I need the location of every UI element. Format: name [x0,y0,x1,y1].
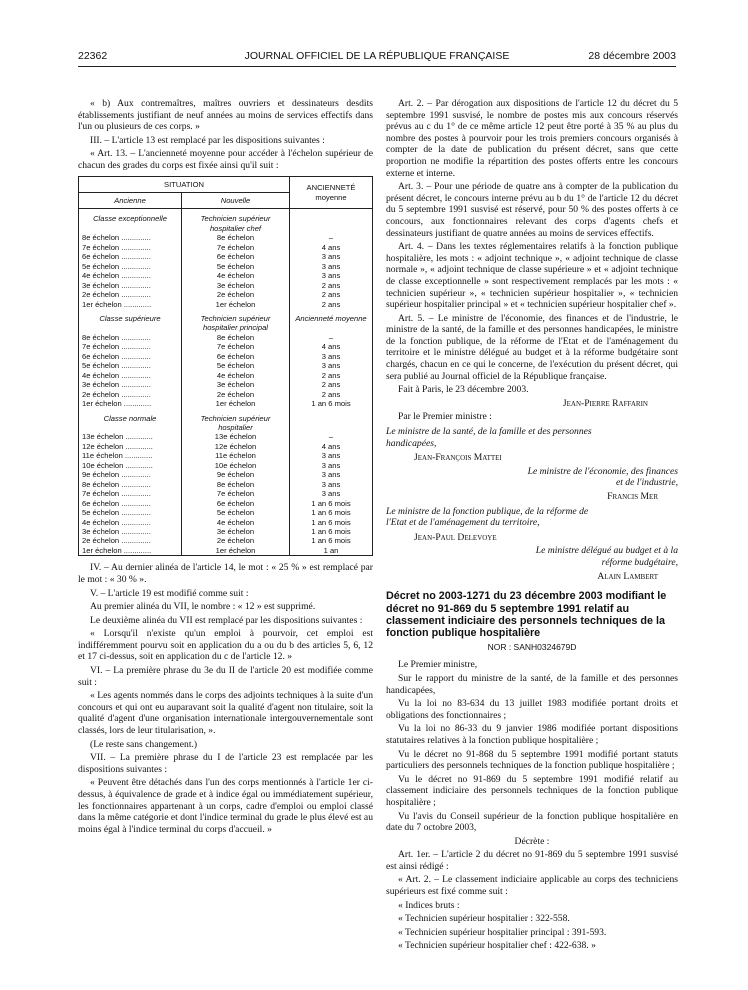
cell-ancienne: 6e échelon .............. [79,352,182,361]
cell-ancienne: 5e échelon .............. [79,262,182,271]
cell-nouvelle: 3e échelon [182,281,290,290]
premier-ministre: Le Premier ministre, [398,659,478,671]
group-heading [290,409,373,433]
seniority-table [78,176,373,557]
indice-line: « Technicien supérieur hospitalier principal : 391-593. [398,926,607,938]
cell-ancienne: 4e échelon .............. [79,271,182,280]
cell-nouvelle: 7e échelon [182,342,290,351]
cell-ancienne: 2e échelon .............. [79,536,182,545]
cell-nouvelle: 3e échelon [182,527,290,536]
visa: Vu le décret no 91-869 du 5 septembre 1991 modifié relatif au classement indiciaire des personnels techniques de la fonction publique hospitalière ; [386,773,678,808]
cell-ancienne: 11e échelon ............. [79,451,182,460]
page-header [78,50,676,64]
cell-ancienne: 2e échelon .............. [79,390,182,399]
decree-title: Décret no 2003-1271 du 23 décembre 2003 modifiant le décret no 91-869 du 5 septembre 1991 relatif au classement indiciaire des personnels techniques de la fonction publique hospitalière [386,590,667,640]
signature-premier-ministre: Jean-Pierre Raffarin [562,397,648,409]
table-row [79,390,373,399]
cell-ancienne: 7e échelon .............. [79,342,182,351]
cell-anciennete: 1 an 6 mois [290,499,373,508]
signature-sante: Jean-François Mattei [414,452,502,464]
cell-ancienne: 2e échelon .............. [79,290,182,299]
cell-nouvelle: 8e échelon [182,233,290,242]
table-row [79,290,373,299]
table-row [79,300,373,309]
table-group-row [79,409,373,433]
indices-bruts: « Indices bruts : [398,899,460,911]
header-nouvelle: Nouvelle [182,193,290,209]
cell-ancienne: 8e échelon .............. [79,480,182,489]
cell-nouvelle: 12e échelon [182,442,290,451]
cell-anciennete: 2 ans [290,290,373,299]
cell-anciennete: 3 ans [290,271,373,280]
table-row [79,262,373,271]
cell-anciennete: 2 ans [290,371,373,380]
table-row [79,233,373,242]
table-row [79,470,373,479]
cell-ancienne: 7e échelon .............. [79,489,182,498]
article-1: Art. 1er. – L'article 2 du décret no 91-869 du 5 septembre 1991 susvisé est ainsi rédigé : [386,849,678,872]
cell-ancienne: 6e échelon .............. [79,499,182,508]
group-heading: Technicien supérieur hospitalier [182,409,290,433]
group-heading: Technicien supérieur hospitalier chef [182,209,290,233]
table-row [79,508,373,517]
cell-nouvelle: 7e échelon [182,489,290,498]
cell-anciennete: 1 an 6 mois [290,508,373,517]
table-row [79,271,373,280]
cell-nouvelle: 5e échelon [182,361,290,370]
paragraph: « Les agents nommés dans le corps des adjoints techniques à la suite d'un concours et qui ont eu auparavant soit la qualité d'agent non titulaire, soit la qualité d'agent d'une organisation internationale intergouvernementale sont classés, lors de leur titularisation, ». [78,690,373,737]
cell-anciennete: – [290,233,373,242]
cell-ancienne: 1er échelon ............. [79,399,182,408]
cell-anciennete: 3 ans [290,252,373,261]
table-row [79,399,373,408]
indice-line: « Technicien supérieur hospitalier chef : 422-638. » [398,940,596,952]
header-ancienne: Ancienne [79,193,182,209]
article-5: Art. 5. – Le ministre de l'économie, des finances et de l'industrie, le ministre de la santé, de la famille et des personnes handicapées, le ministre de la fonction publique, de la réforme de l'Etat et de l'aménagement du territoire et le ministre délégué au budget et à la réforme budgétaire sont chargés, chacun en ce qui le concerne, de l'exécution du présent décret, qui sera publié au Journal officiel de la République française. [386,312,678,382]
cell-anciennete: 3 ans [290,461,373,470]
visa: Vu la loi no 86-33 du 9 janvier 1986 modifiée portant dispositions statutaires relatives à la fonction publique hospitalière ; [386,723,678,746]
fait-a-paris: Fait à Paris, le 23 décembre 2003. [398,384,529,396]
cell-ancienne: 5e échelon .............. [79,361,182,370]
signature-economie: Francis Mer [607,491,658,502]
cell-anciennete: 1 an 6 mois [290,518,373,527]
cell-nouvelle: 6e échelon [182,352,290,361]
group-heading: Classe exceptionnelle [79,209,182,233]
group-heading: Classe supérieure [79,309,182,333]
table-row [79,518,373,527]
signature-budget: Alain Lambert [597,570,658,582]
table-row [79,361,373,370]
cell-nouvelle: 13e échelon [182,432,290,441]
group-heading: Technicien supérieur hospitalier principal [182,309,290,333]
table-row [79,342,373,351]
visa: Sur le rapport du ministre de la santé, de la famille et des personnes handicapées, [386,672,678,696]
paragraph: Au premier alinéa du VII, le nombre : « 12 » est supprimé. [90,601,316,613]
paragraph: VII. – La première phrase du I de l'article 23 est remplacée par les dispositions suivantes : [78,752,373,775]
cell-nouvelle: 2e échelon [182,290,290,299]
nor-reference: NOR : SANH0324679D [487,641,577,652]
cell-anciennete: 1 an 6 mois [290,527,373,536]
cell-ancienne: 1er échelon ............. [79,546,182,556]
cell-anciennete: 3 ans [290,480,373,489]
cell-anciennete: – [290,333,373,342]
cell-nouvelle: 6e échelon [182,499,290,508]
cell-anciennete: 1 an 6 mois [290,536,373,545]
journal-title: JOURNAL OFFICIEL DE LA RÉPUBLIQUE FRANÇAISE [244,50,510,62]
table-row [79,527,373,536]
cell-nouvelle: 4e échelon [182,371,290,380]
cell-ancienne: 9e échelon .............. [79,470,182,479]
page-number: 22362 [78,50,108,62]
article-4: Art. 4. – Dans les textes réglementaires relatifs à la fonction publique hospitalière, les mots : « adjoint technique », « adjoint technique de classe normale », « adjoint technique de classe supérieure » et « adjoint technique de classe exceptionnelle » sont respectivement remplacés par les mots : « technicien supérieur », « technicien supérieur hospitalier », « technicien supérieur hospitalier principal » et « technicien supérieur hospitalier chef ». [386,241,678,311]
table-row [79,352,373,361]
cell-anciennete: 3 ans [290,352,373,361]
cell-nouvelle: 4e échelon [182,518,290,527]
paragraph: « Art. 13. – L'ancienneté moyenne pour accéder à l'échelon supérieur de chacun des grades du corps est fixée ainsi qu'il suit : [78,148,373,171]
table-row [79,333,373,342]
cell-nouvelle: 2e échelon [182,536,290,545]
cell-anciennete: 4 ans [290,342,373,351]
paragraph: « b) Aux contremaîtres, maîtres ouvriers et dessinateurs desdits établissements justifiant de neuf années au moins de services effectifs dans l'un ou plusieurs de ces corps. » [78,98,373,133]
cell-ancienne: 3e échelon .............. [79,380,182,389]
table-row [79,489,373,498]
article-3: Art. 3. – Pour une période de quatre ans à compter de la publication du présent décret, le concours interne prévu au b du 1° de l'article 12 du décret du 5 septembre 1991 susvisé est réservé, pour 50 % des postes offerts à ce concours, aux fonctionnaires relevant des corps d'agents chefs et dessinateurs justifiant de quatre années au moins de services effectifs. [386,181,678,239]
paragraph: « Peuvent être détachés dans l'un des corps mentionnés à l'article 1er ci-dessus, à équivalence de grade et à indice égal ou immédiatement supérieur, les fonctionnaires appartenant à un corps, cadre d'emploi ou emploi classé dans la même catégorie et dont l'indice terminal du grade le plus élevé est au moins égal à l'indice terminal du corps d'accueil. » [78,777,373,835]
cell-ancienne: 4e échelon .............. [79,518,182,527]
article-1-quote: « Art. 2. – Le classement indiciaire applicable au corps des techniciens supérieurs est fixé comme suit : [386,874,678,898]
cell-ancienne: 8e échelon .............. [79,233,182,242]
cell-ancienne: 4e échelon .............. [79,371,182,380]
publication-date: 28 décembre 2003 [588,50,676,62]
table-row [79,546,373,556]
paragraph: IV. – Au dernier alinéa de l'article 14, le mot : « 25 % » est remplacé par le mot : « 30 % ». [78,562,373,585]
cell-nouvelle: 10e échelon [182,461,290,470]
cell-anciennete: 1 an [290,546,373,556]
decrete: Décrète : [514,835,550,847]
cell-anciennete: 2 ans [290,380,373,389]
group-heading [290,209,373,233]
cell-nouvelle: 1er échelon [182,300,290,309]
paragraph: VI. – La première phrase du 3e du II de l'article 20 est modifiée comme suit : [78,665,373,688]
ministre-economie: Le ministre de l'économie, des finances et de l'industrie, [527,465,678,489]
cell-nouvelle: 1er échelon [182,399,290,408]
table-row [79,252,373,261]
table-row [79,243,373,252]
table-group-row [79,209,373,233]
cell-anciennete: 2 ans [290,390,373,399]
cell-anciennete: 3 ans [290,489,373,498]
cell-anciennete: 4 ans [290,243,373,252]
group-heading: Ancienneté moyenne [290,309,373,333]
table-row [79,480,373,489]
cell-ancienne: 3e échelon .............. [79,527,182,536]
cell-ancienne: 12e échelon ............. [79,442,182,451]
indice-line: « Technicien supérieur hospitalier : 322-558. [398,913,570,925]
cell-anciennete: 1 an 6 mois [290,399,373,408]
table-row [79,536,373,545]
cell-nouvelle: 2e échelon [182,390,290,399]
cell-anciennete: 3 ans [290,361,373,370]
header-situation: SITUATION [79,176,290,192]
cell-nouvelle: 1er échelon [182,546,290,556]
cell-anciennete: 3 ans [290,470,373,479]
cell-ancienne: 6e échelon .............. [79,252,182,261]
cell-nouvelle: 8e échelon [182,480,290,489]
header-rule [78,66,676,67]
cell-ancienne: 8e échelon .............. [79,333,182,342]
cell-nouvelle: 3e échelon [182,380,290,389]
table-row [79,461,373,470]
cell-anciennete: 3 ans [290,451,373,460]
paragraph: Le deuxième alinéa du VII est remplacé par les dispositions suivantes : [90,614,363,626]
cell-nouvelle: 8e échelon [182,333,290,342]
cell-anciennete: 2 ans [290,281,373,290]
cell-anciennete: – [290,432,373,441]
paragraph: V. – L'article 19 est modifié comme suit : [90,587,249,599]
cell-anciennete: 2 ans [290,300,373,309]
table-row [79,281,373,290]
cell-ancienne: 7e échelon .............. [79,243,182,252]
cell-ancienne: 3e échelon .............. [79,281,182,290]
paragraph: « Lorsqu'il n'existe qu'un emploi à pourvoir, cet emploi est indifféremment pourvu soit en application du a ou du b des articles 5, 6, 12 et 17 ci-dessus, soit en application du c de l'article 12. » [78,628,373,663]
ministre-budget: Le ministre délégué au budget et à la réforme budgétaire, [535,545,678,568]
table-row [79,442,373,451]
ministre-fonction-publique: Le ministre de la fonction publique, de la réforme de l'Etat et de l'aménagement du territoire, [386,505,589,529]
cell-nouvelle: 4e échelon [182,271,290,280]
cell-nouvelle: 11e échelon [182,451,290,460]
cell-anciennete: 4 ans [290,442,373,451]
header-anciennete: ANCIENNETÉ moyenne [290,176,373,209]
cell-anciennete: 3 ans [290,262,373,271]
table-row [79,432,373,441]
cell-ancienne: 10e échelon ............. [79,461,182,470]
visa: Vu la loi no 83-634 du 13 juillet 1983 modifiée portant droits et obligations des fonctionnaires ; [386,698,678,721]
article-2: Art. 2. – Par dérogation aux dispositions de l'article 12 du décret du 5 septembre 1991 susvisé, le nombre de postes mis aux concours réservés prévus au c du 1° de ce même article 12 peut être porté à 35 % au plus du nombre des postes à pourvoir pour les trois premiers concours organisés à compter de la date de publication du présent décret, sans que cette proportion ne modifie la répartition des postes offerts entre les concours externe et interne. [386,98,678,179]
cell-ancienne: 5e échelon .............. [79,508,182,517]
cell-nouvelle: 5e échelon [182,262,290,271]
paragraph: (Le reste sans changement.) [90,738,198,750]
cell-ancienne: 1er échelon ............. [79,300,182,309]
ministre-sante: Le ministre de la santé, de la famille et des personnes handicapées, [386,426,592,449]
signature-fonction-publique: Jean-Paul Delevoye [414,531,497,543]
cell-ancienne: 13e échelon ............. [79,432,182,441]
visa: Vu l'avis du Conseil supérieur de la fonction publique hospitalière en date du 7 octobre 2003, [386,810,678,834]
paragraph: III. – L'article 13 est remplacé par les dispositions suivantes : [90,134,325,146]
table-row [79,371,373,380]
cell-nouvelle: 9e échelon [182,470,290,479]
table-body [79,209,373,556]
table-row [79,380,373,389]
cell-nouvelle: 5e échelon [182,508,290,517]
group-heading: Classe normale [79,409,182,433]
right-column [386,98,678,954]
cell-nouvelle: 6e échelon [182,252,290,261]
table-row [79,451,373,460]
visa: Vu le décret no 91-868 du 5 septembre 1991 modifié portant statuts particuliers des personnels techniques de la fonction publique hospitalière ; [386,748,678,772]
cell-nouvelle: 7e échelon [182,243,290,252]
table-group-row [79,309,373,333]
table-row [79,499,373,508]
par-premier-ministre: Par le Premier ministre : [398,411,492,423]
left-column [78,98,373,837]
